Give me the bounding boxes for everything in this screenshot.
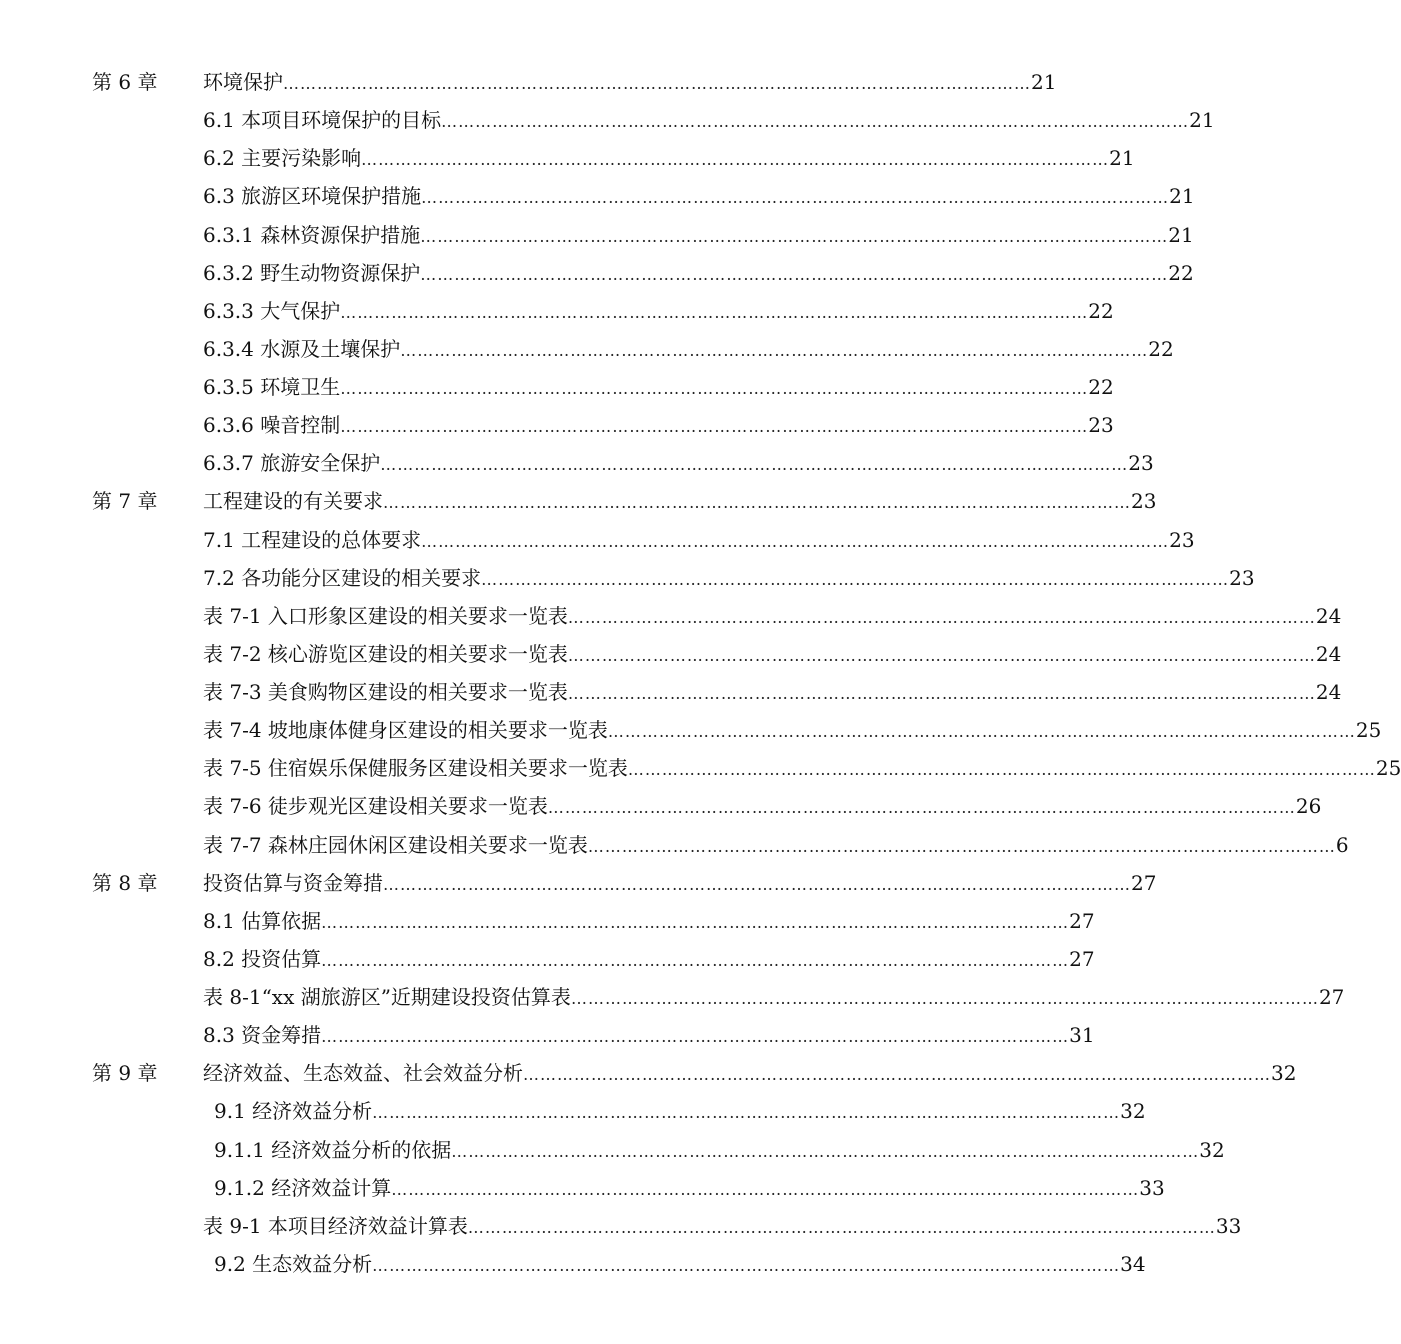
page-number: 26 [1295, 794, 1322, 818]
dot-leader: …………………………………………………………………………………………………………………… [391, 1180, 1140, 1199]
page-number: 24 [1315, 604, 1342, 628]
dot-leader: …………………………………………………………………………………………………………………… [607, 722, 1356, 741]
page-number: 31 [1069, 1023, 1095, 1047]
entry-title: 6.3.7 旅游安全保护 [203, 451, 381, 475]
page-number: 32 [1271, 1061, 1297, 1085]
dot-leader: …………………………………………………………………………………………………………………… [451, 1142, 1200, 1161]
dot-leader: …………………………………………………………………………………………………………………… [340, 379, 1089, 398]
toc-entry[interactable] [203, 1020, 1095, 1052]
entry-title: 表 9-1 本项目经济效益计算表 [203, 1214, 468, 1238]
dot-leader: …………………………………………………………………………………………………………………… [400, 341, 1149, 360]
toc-entry[interactable] [203, 372, 1114, 404]
page-number: 32 [1199, 1138, 1225, 1162]
dot-leader: …………………………………………………………………………………………………………………… [420, 265, 1169, 284]
entry-title: 6.3.4 水源及土壤保护 [203, 337, 401, 361]
toc-entry[interactable] [203, 677, 1342, 709]
page-number: 23 [1088, 413, 1114, 437]
page-number: 21 [1168, 223, 1194, 247]
dot-leader: …………………………………………………………………………………………………………………… [567, 646, 1316, 665]
entry-title: 6.3.3 大气保护 [203, 299, 341, 323]
chapter-label: 第 7 章 [92, 489, 158, 513]
page-number: 21 [1109, 146, 1135, 170]
page-number: 27 [1069, 947, 1095, 971]
page-number: 32 [1120, 1099, 1146, 1123]
dot-leader: …………………………………………………………………………………………………………………… [383, 875, 1131, 894]
entry-title: 6.3.5 环境卫生 [203, 375, 341, 399]
dot-leader: …………………………………………………………………………………………………………………… [340, 303, 1089, 322]
page-number: 33 [1215, 1214, 1242, 1238]
toc-entry[interactable] [203, 525, 1195, 557]
toc-entry[interactable] [203, 906, 1095, 938]
entry-title: 表 7-2 核心游览区建设的相关要求一览表 [203, 642, 568, 666]
entry-title: 8.3 资金筹措 [203, 1023, 322, 1047]
toc-entry[interactable] [203, 715, 1382, 747]
page-number: 27 [1069, 909, 1095, 933]
toc-entry[interactable] [203, 334, 1174, 366]
page-number: 6 [1335, 833, 1349, 857]
entry-title: 表 7-3 美食购物区建设的相关要求一览表 [203, 680, 568, 704]
entry-title: 6.3.2 野生动物资源保护 [203, 261, 421, 285]
dot-leader: …………………………………………………………………………………………………………………… [481, 570, 1230, 589]
entry-title: 6.3.1 森林资源保护措施 [203, 223, 421, 247]
dot-leader: …………………………………………………………………………………………………………………… [421, 532, 1170, 551]
dot-leader: …………………………………………………………………………………………………………………… [547, 798, 1296, 817]
toc-entry[interactable] [214, 1135, 1225, 1167]
entry-title: 9.1.1 经济效益分析的依据 [214, 1138, 452, 1162]
entry-title: 7.1 工程建设的总体要求 [203, 528, 422, 552]
entry-title: 工程建设的有关要求 [203, 489, 383, 513]
entry-title: 9.2 生态效益分析 [214, 1252, 373, 1276]
toc-entry[interactable] [203, 639, 1342, 671]
page-number: 22 [1088, 375, 1114, 399]
toc-entry[interactable] [214, 1249, 1146, 1281]
dot-leader: …………………………………………………………………………………………………………………… [523, 1065, 1271, 1084]
dot-leader: …………………………………………………………………………………………………………………… [380, 455, 1129, 474]
page-number: 24 [1315, 680, 1342, 704]
toc-entry[interactable] [203, 868, 1157, 900]
entry-title: 6.3.6 噪音控制 [203, 413, 341, 437]
toc-entry[interactable] [203, 944, 1095, 976]
entry-title: 表 7-4 坡地康体健身区建设的相关要求一览表 [203, 718, 608, 742]
dot-leader: …………………………………………………………………………………………………………………… [567, 608, 1316, 627]
entry-title: 表 8-1“xx 湖旅游区”近期建设投资估算表 [203, 985, 571, 1009]
page-number: 23 [1229, 566, 1255, 590]
toc-entry[interactable] [203, 791, 1322, 823]
page-number: 21 [1189, 108, 1215, 132]
chapter-label: 第 8 章 [92, 871, 158, 895]
page-number: 25 [1375, 756, 1401, 780]
toc-entry[interactable] [203, 410, 1114, 442]
page-number: 22 [1148, 337, 1174, 361]
dot-leader: …………………………………………………………………………………………………………………… [383, 493, 1131, 512]
dot-leader: …………………………………………………………………………………………………………………… [567, 684, 1316, 703]
page-number: 21 [1169, 184, 1195, 208]
entry-title: 6.1 本项目环境保护的目标 [203, 108, 442, 132]
toc-entry[interactable] [203, 143, 1135, 175]
entry-title: 表 7-6 徒步观光区建设相关要求一览表 [203, 794, 548, 818]
page-number: 34 [1120, 1252, 1146, 1276]
dot-leader: …………………………………………………………………………………………………………………… [321, 951, 1070, 970]
page-number: 25 [1355, 718, 1382, 742]
toc-entry[interactable] [203, 486, 1157, 518]
dot-leader: …………………………………………………………………………………………………………………… [587, 837, 1336, 856]
dot-leader: …………………………………………………………………………………………………………………… [372, 1256, 1121, 1275]
toc-entry[interactable] [203, 830, 1349, 862]
page-number: 27 [1318, 985, 1345, 1009]
entry-title: 环境保护 [203, 70, 283, 94]
toc-entry[interactable] [203, 753, 1401, 785]
dot-leader: …………………………………………………………………………………………………………………… [570, 989, 1319, 1008]
entry-title: 表 7-1 入口形象区建设的相关要求一览表 [203, 604, 568, 628]
toc-entry[interactable] [203, 1211, 1242, 1243]
entry-title: 6.3 旅游区环境保护措施 [203, 184, 422, 208]
chapter-label: 第 6 章 [92, 70, 158, 94]
entry-title: 9.1.2 经济效益计算 [214, 1176, 392, 1200]
toc-entry[interactable] [203, 220, 1194, 252]
entry-title: 8.2 投资估算 [203, 947, 322, 971]
dot-leader: …………………………………………………………………………………………………………………… [627, 760, 1376, 779]
dot-leader: …………………………………………………………………………………………………………………… [321, 913, 1070, 932]
toc-entry[interactable] [203, 296, 1114, 328]
page-number: 22 [1088, 299, 1114, 323]
toc-entry[interactable] [203, 105, 1215, 137]
page-number: 24 [1315, 642, 1342, 666]
entry-title: 8.1 估算依据 [203, 909, 322, 933]
entry-title: 表 7-5 住宿娱乐保健服务区建设相关要求一览表 [203, 756, 628, 780]
toc-entry[interactable] [203, 982, 1345, 1014]
page-number: 23 [1128, 451, 1154, 475]
dot-leader: …………………………………………………………………………………………………………………… [361, 150, 1110, 169]
toc-entry[interactable] [203, 1058, 1297, 1090]
toc-entry[interactable] [203, 67, 1057, 99]
toc-entry[interactable] [214, 1173, 1165, 1205]
toc-entry[interactable] [214, 1096, 1146, 1128]
entry-title: 投资估算与资金筹措 [203, 871, 383, 895]
dot-leader: …………………………………………………………………………………………………………………… [340, 417, 1089, 436]
toc-entry[interactable] [203, 563, 1255, 595]
page-number: 27 [1131, 871, 1157, 895]
dot-leader: …………………………………………………………………………………………………………………… [441, 112, 1190, 131]
entry-title: 表 7-7 森林庄园休闲区建设相关要求一览表 [203, 833, 588, 857]
page-number: 21 [1031, 70, 1057, 94]
toc-entry[interactable] [203, 601, 1342, 633]
dot-leader: …………………………………………………………………………………………………………………… [421, 188, 1170, 207]
toc-entry[interactable] [203, 258, 1194, 290]
chapter-label: 第 9 章 [92, 1061, 158, 1085]
entry-title: 6.2 主要污染影响 [203, 146, 362, 170]
dot-leader: …………………………………………………………………………………………………………………… [372, 1103, 1121, 1122]
dot-leader: …………………………………………………………………………………………………………………… [321, 1027, 1070, 1046]
dot-leader: …………………………………………………………………………………………………………………… [467, 1218, 1216, 1237]
dot-leader: …………………………………………………………………………………………………………………… [420, 227, 1169, 246]
toc-entry[interactable] [203, 448, 1154, 480]
toc-entry[interactable] [203, 181, 1195, 213]
page-number: 23 [1131, 489, 1157, 513]
page-number: 23 [1169, 528, 1195, 552]
dot-leader: …………………………………………………………………………………………………………………… [283, 74, 1031, 93]
page-number: 22 [1168, 261, 1194, 285]
entry-title: 7.2 各功能分区建设的相关要求 [203, 566, 482, 590]
entry-title: 经济效益、生态效益、社会效益分析 [203, 1061, 523, 1085]
entry-title: 9.1 经济效益分析 [214, 1099, 373, 1123]
page-number: 33 [1139, 1176, 1165, 1200]
